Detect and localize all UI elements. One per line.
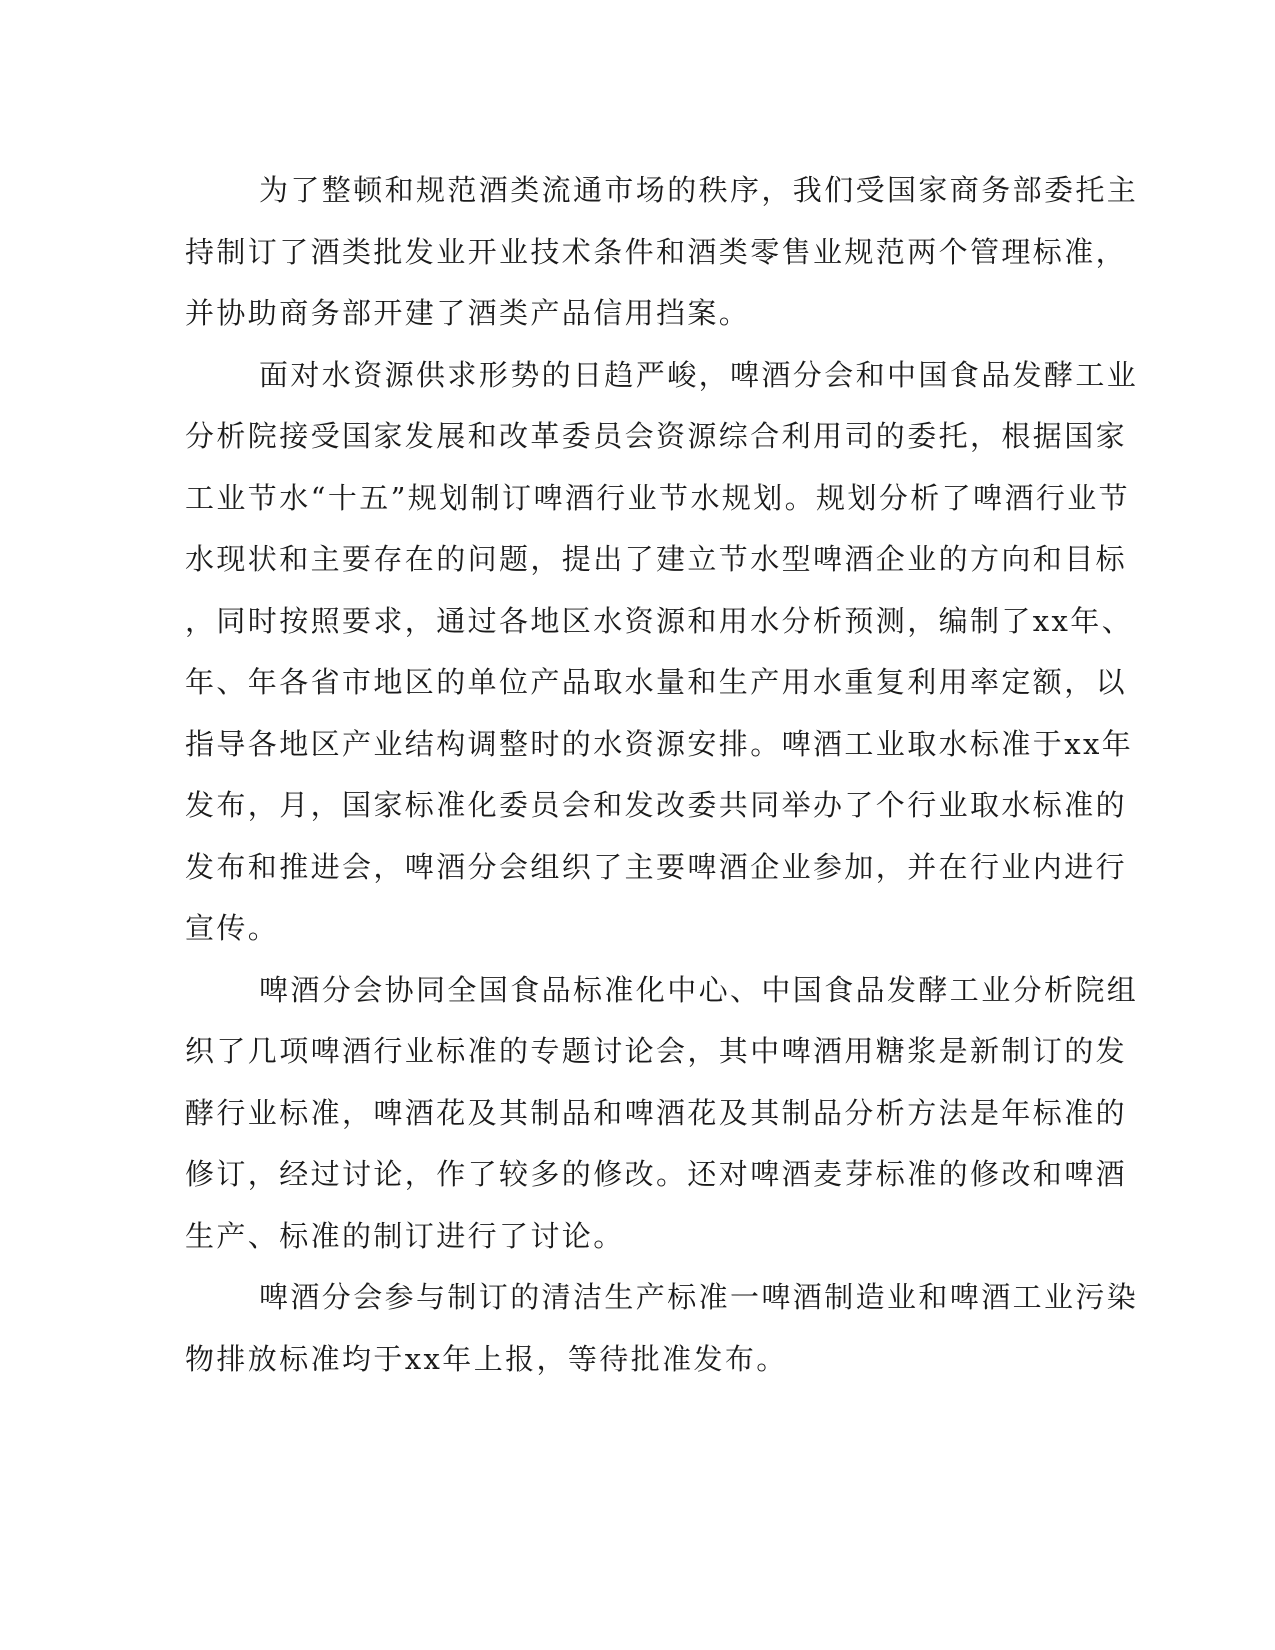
text-line: 工业节水“十五”规划制订啤酒行业节水规划。规划分析了啤酒行业节 xyxy=(185,480,1131,515)
text-line: 持制订了酒类批发业开业技术条件和酒类零售业规范两个管理标准， xyxy=(185,234,1128,269)
paragraph-4 xyxy=(185,1267,1139,1390)
text-line: 并协助商务部开建了酒类产品信用挡案。 xyxy=(185,296,751,330)
text-line: 水现状和主要存在的问题，提出了建立节水型啤酒企业的方向和目标 xyxy=(185,542,1128,576)
text-line: 发布和推进会，啤酒分会组织了主要啤酒企业参加，并在行业内进行 xyxy=(185,849,1128,884)
document-body xyxy=(185,160,1139,1390)
text-line: 分析院接受国家发展和改革委员会资源综合利用司的委托，根据国家 xyxy=(185,419,1128,453)
text-line: 发布，月，国家标准化委员会和发改委共同举办了个行业取水标准的 xyxy=(185,788,1128,822)
text-line: 啤酒分会参与制订的清洁生产标准一啤酒制造业和啤酒工业污染 xyxy=(259,1280,1139,1314)
paragraph-1 xyxy=(185,160,1139,345)
text-line: 年、年各省市地区的单位产品取水量和生产用水重复利用率定额，以 xyxy=(185,665,1128,699)
text-line: 面对水资源供求形势的日趋严峻，啤酒分会和中国食品发酵工业 xyxy=(259,357,1139,392)
text-line: 宣传。 xyxy=(185,911,280,945)
text-line: 为了整顿和规范酒类流通市场的秩序，我们受国家商务部委托主 xyxy=(259,173,1139,207)
text-line: 修订，经过讨论，作了较多的修改。还对啤酒麦芽标准的修改和啤酒 xyxy=(185,1157,1128,1191)
text-line: 物排放标准均于xx年上报，等待批准发布。 xyxy=(185,1341,788,1376)
text-line: 指导各地区产业结构调整时的水资源安排。啤酒工业取水标准于xx年 xyxy=(185,726,1134,761)
text-line: 生产、标准的制订进行了讨论。 xyxy=(185,1218,625,1253)
text-line: ，同时按照要求，通过各地区水资源和用水分析预测，编制了xx年、 xyxy=(185,603,1134,638)
text-line: 织了几项啤酒行业标准的专题讨论会，其中啤酒用糖浆是新制订的发 xyxy=(185,1034,1128,1068)
text-line: 酵行业标准，啤酒花及其制品和啤酒花及其制品分析方法是年标准的 xyxy=(185,1095,1128,1130)
paragraph-2 xyxy=(185,345,1139,960)
paragraph-3 xyxy=(185,960,1139,1268)
text-line: 啤酒分会协同全国食品标准化中心、中国食品发酵工业分析院组 xyxy=(259,972,1139,1007)
